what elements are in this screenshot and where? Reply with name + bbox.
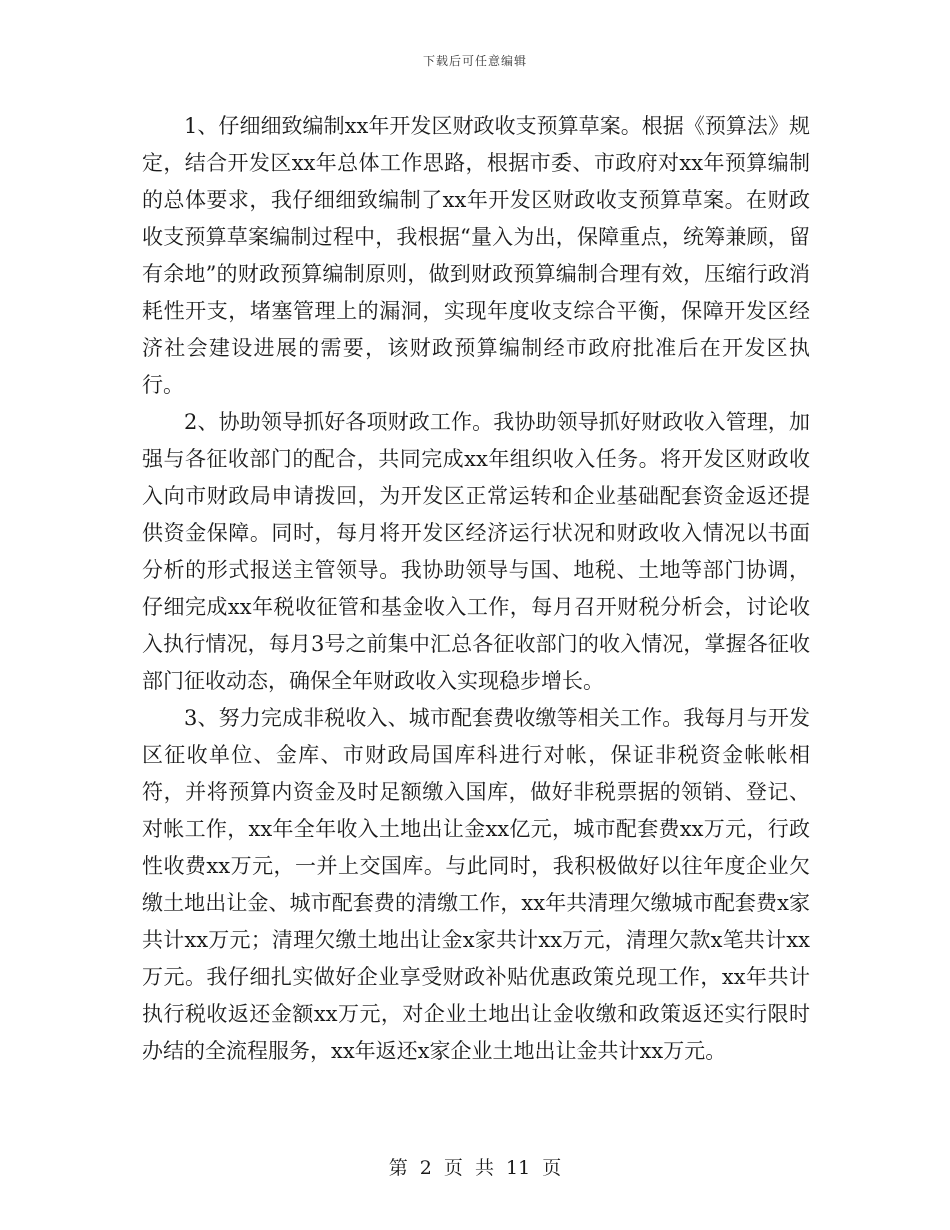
paragraph-3: 3、努力完成非税收入、城市配套费收缴等相关工作。我每月与开发区征收单位、金库、市财政局国库科进行对帐，保证非税资金帐帐相符，并将预算内资金及时足额缴入国库，做好非税票据的领销、登记、对帐工作，xx年全年收入土地出让金xx亿元，城市配套费xx万元，行政性收费xx万元，一并上交国库。与此同时，我积极做好以往年度企业欠缴土地出让金、城市配套费的清缴工作，xx年共清理欠缴城市配套费x家共计xx万元；清理欠缴土地出让金x家共计xx万元，清理欠款x笔共计xx万元。我仔细扎实做好企业享受财政补贴优惠政策兑现工作，xx年共计执行税收返还金额xx万元，对企业土地出让金收缴和政策返还实行限时办结的全流程服务，xx年返还x家企业土地出让金共计xx万元。 [142, 706, 810, 1063]
page-footer: 第 2 页 共 11 页 [388, 1157, 562, 1179]
document-body [142, 108, 810, 1070]
paragraph-2: 2、协助领导抓好各项财政工作。我协助领导抓好财政收入管理，加强与各征收部门的配合，共同完成xx年组织收入任务。将开发区财政收入向市财政局申请拨回，为开发区正常运转和企业基础配套资金返还提供资金保障。同时，每月将开发区经济运行状况和财政收入情况以书面分析的形式报送主管领导。我协助领导与国、地税、土地等部门协调，仔细完成xx年税收征管和基金收入工作，每月召开财税分析会，讨论收入执行情况，每月3号之前集中汇总各征收部门的收入情况，掌握各征收部门征收动态，确保全年财政收入实现稳步增长。 [142, 410, 810, 693]
page-header: 下载后可任意编辑 [422, 54, 527, 68]
paragraph-1: 1、仔细细致编制xx年开发区财政收支预算草案。根据《预算法》规定，结合开发区xx年总体工作思路，根据市委、市政府对xx年预算编制的总体要求，我仔细细致编制了xx年开发区财政收支预算草案。在财政收支预算草案编制过程中，我根据“量入为出，保障重点，统筹兼顾，留有余地”的财政预算编制原则，做到财政预算编制合理有效，压缩行政消耗性开支，堵塞管理上的漏洞，实现年度收支综合平衡，保障开发区经济社会建设进展的需要，该财政预算编制经市政府批准后在开发区执行。 [142, 114, 810, 397]
